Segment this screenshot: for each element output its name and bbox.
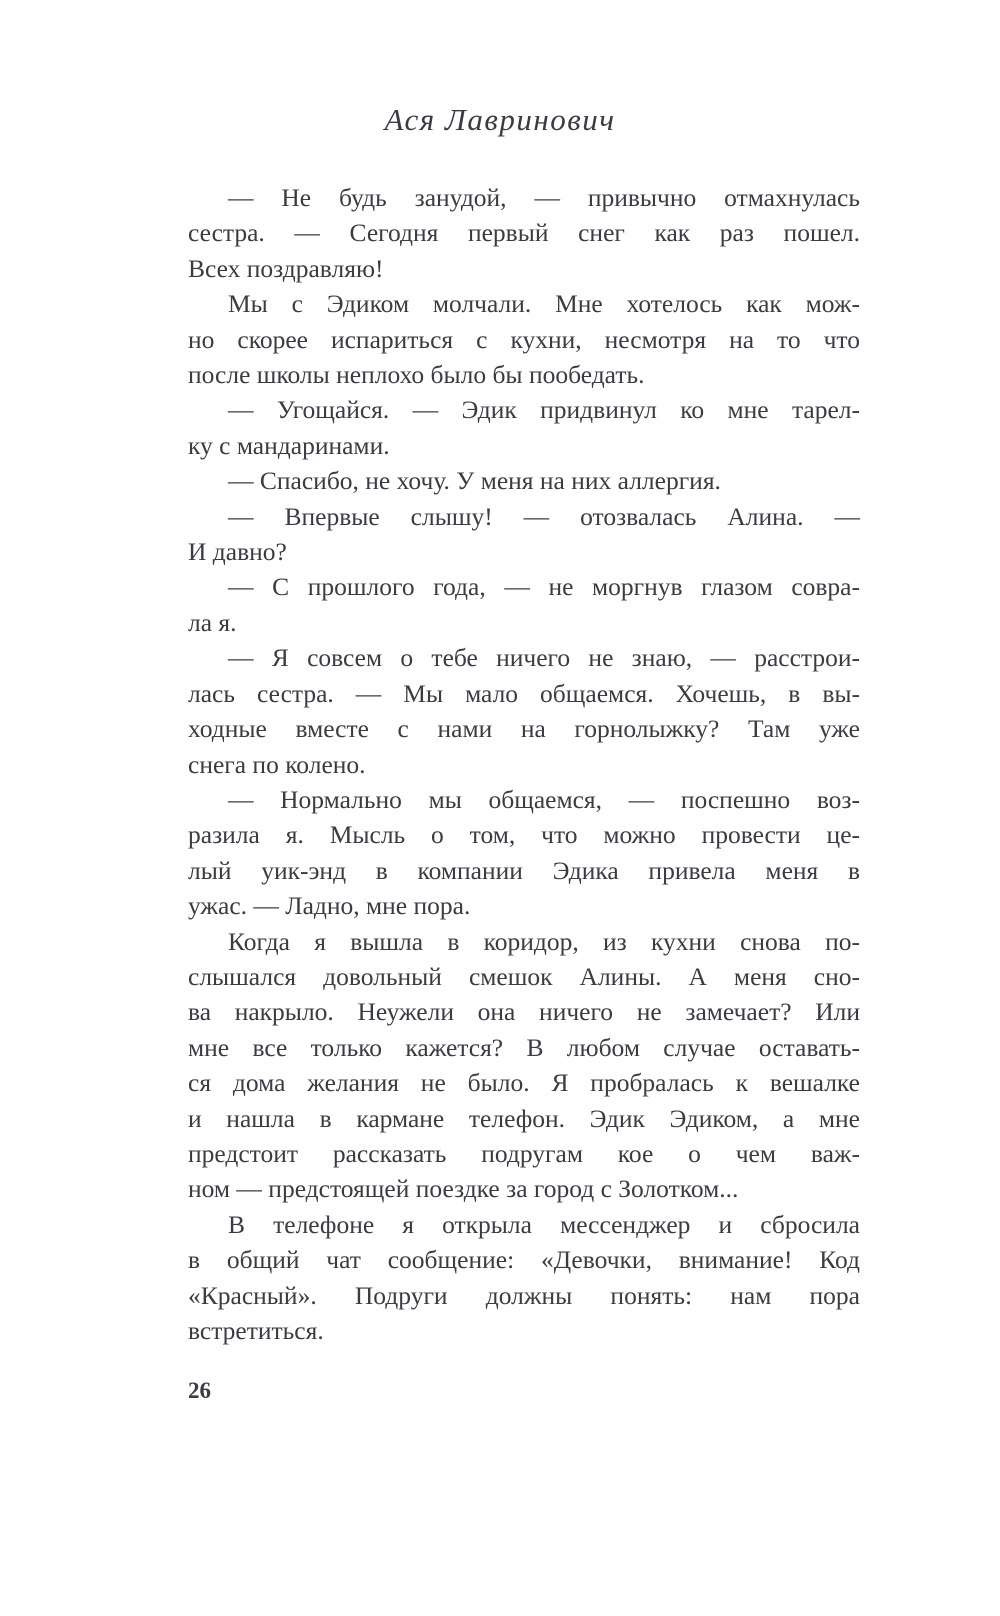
text-block (188, 180, 860, 1348)
text-line: снега по колено. (188, 749, 366, 779)
paragraph (188, 640, 860, 782)
paragraph (188, 286, 860, 392)
text-line: мне все только кажется? В любом случае оставать- (188, 1032, 860, 1062)
text-line: Мы с Эдиком молчали. Мне хотелось как мож- (228, 289, 860, 319)
text-line: Когда я вышла в коридор, из кухни снова по- (228, 926, 860, 956)
text-line: ном — предстоящей поездке за город с Золотком... (188, 1174, 739, 1204)
text-line: лась сестра. — Мы мало общаемся. Хочешь, в вы- (188, 678, 860, 708)
text-line: ва накрыло. Неужели она ничего не замечает? Или (188, 997, 860, 1027)
paragraph (188, 924, 860, 1207)
text-line: — Я совсем о тебе ничего не знаю, — расстрои- (228, 643, 860, 673)
text-line: ходные вместе с нами на горнолыжку? Там уже (188, 714, 860, 744)
text-line: — Впервые слышу! — отозвалась Алина. — (228, 501, 860, 531)
text-line: ся дома желания не было. Я пробралась к вешалке (188, 1068, 860, 1098)
text-line: слышался довольный смешок Алины. А меня сно- (188, 961, 860, 991)
paragraph (188, 463, 860, 498)
text-line: и нашла в кармане телефон. Эдик Эдиком, а мне (188, 1103, 860, 1133)
paragraph (188, 499, 860, 570)
text-line: в общий чат сообщение: «Девочки, внимание! Код (188, 1245, 860, 1275)
text-line: лый уик-энд в компании Эдика привела меня в (188, 855, 860, 885)
paragraph (188, 569, 860, 640)
text-line: — С прошлого года, — не моргнув глазом совра- (228, 572, 860, 602)
text-line: И давно? (188, 537, 287, 567)
text-line: после школы неплохо было бы пообедать. (188, 360, 645, 390)
text-line: встретиться. (188, 1316, 324, 1345)
text-line: ку с мандаринами. (188, 430, 390, 460)
text-line: — Не будь занудой, — привычно отмахнулась (228, 183, 860, 212)
page-number: 26 (188, 1378, 211, 1403)
text-line: В телефоне я открыла мессенджер и сбросила (228, 1209, 860, 1239)
paragraph (188, 392, 860, 463)
text-line: но скорее испариться с кухни, несмотря на то что (188, 324, 860, 354)
paragraph (188, 180, 860, 286)
text-line: — Спасибо, не хочу. У меня на них аллергия. (228, 466, 721, 496)
text-line: сестра. — Сегодня первый снег как раз пошел. (188, 218, 860, 248)
author-running-head: Ася Лавринович (384, 102, 616, 137)
text-line: разила я. Мысль о том, что можно провести це- (188, 820, 860, 850)
text-line: предстоит рассказать подругам кое о чем важ- (188, 1138, 860, 1168)
text-line: — Угощайся. — Эдик придвинул ко мне тарел- (228, 395, 860, 425)
text-line: — Нормально мы общаемся, — поспешно воз- (228, 784, 860, 814)
paragraph (188, 1207, 860, 1349)
text-line: «Красный». Подруги должны понять: нам пора (188, 1280, 860, 1310)
text-line: ужас. — Ладно, мне пора. (188, 891, 471, 921)
text-line: Всех поздравляю! (188, 253, 384, 283)
paragraph (188, 782, 860, 924)
text-line: ла я. (188, 607, 237, 637)
